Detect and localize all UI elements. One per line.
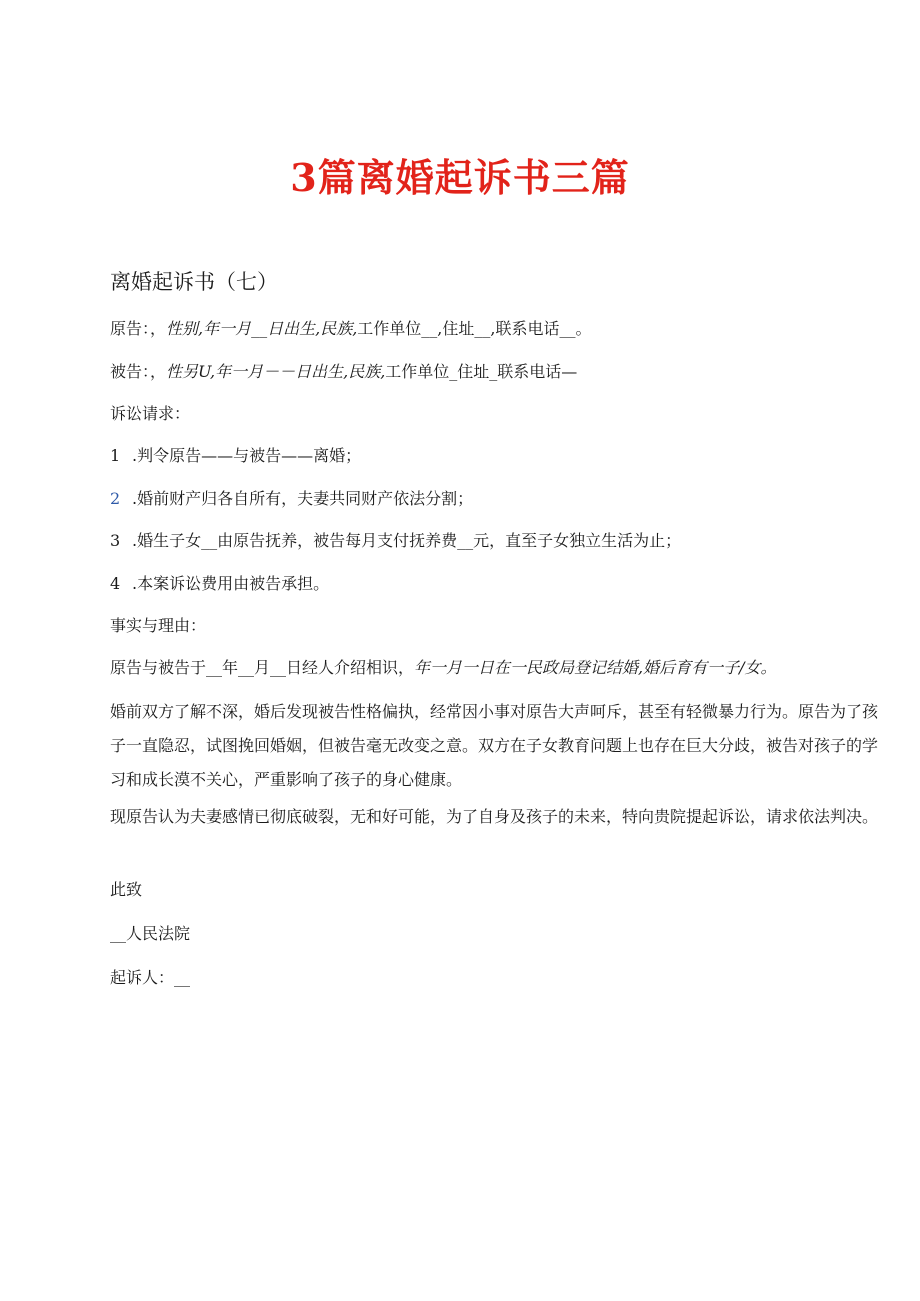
section-heading: 离婚起诉书（七） bbox=[110, 270, 278, 294]
claim-item bbox=[110, 440, 810, 472]
defendant-suffix: 工作单位_住址_联系电话— bbox=[385, 362, 578, 381]
reason-paragraph-2: 现原告认为夫妻感情已彻底破裂，无和好可能，为了自身及孩子的未来，特向贵院提起诉讼，请求依法判决。 bbox=[110, 807, 879, 826]
claim-number: 1 bbox=[110, 446, 121, 465]
document-title: 3篇离婚起诉书三篇 bbox=[290, 155, 630, 200]
plaintiff-line bbox=[110, 313, 810, 345]
facts-normal: 原告与被告于__年__月__日经人介绍相识， bbox=[110, 658, 415, 677]
court-name: __人民法院 bbox=[110, 924, 191, 943]
facts-italic: 年一月一日在一民政局登记结婚,婚后育有一子/女。 bbox=[414, 658, 777, 677]
salutation: 此致 bbox=[110, 880, 143, 899]
facts-label: 事实与理由： bbox=[110, 616, 207, 635]
claim-text: .婚前财产归各自所有，夫妻共同财产依法分割； bbox=[132, 489, 474, 508]
claim-text: .本案诉讼费用由被告承担。 bbox=[132, 574, 330, 593]
reason-paragraph-1: 婚前双方了解不深，婚后发现被告性格偏执，经常因小事对原告大声呵斥，甚至有轻微暴力行为。原告为了孩子一直隐忍，试图挽回婚姻，但被告毫无改变之意。双方在子女教育问题上也存在巨大分歧，被告对孩子的学习和成长漠不关心，严重影响了孩子的身心健康。 bbox=[110, 702, 879, 789]
claim-item bbox=[110, 525, 810, 557]
claim-text: .婚生子女__由原告抚养，被告每月支付抚养费__元，直至子女独立生活为止； bbox=[132, 531, 682, 550]
defendant-prefix: 被告：， bbox=[110, 362, 167, 381]
defendant-line bbox=[110, 356, 810, 388]
claim-number: 2 bbox=[110, 489, 121, 508]
claim-item bbox=[110, 568, 810, 600]
claim-number: 3 bbox=[110, 531, 121, 550]
claim-text: .判令原告——与被告——离婚； bbox=[132, 446, 362, 465]
signer-line: 起诉人：__ bbox=[110, 968, 191, 987]
plaintiff-suffix: 工作单位__,住址__,联系电话__。 bbox=[357, 319, 592, 338]
facts-line bbox=[110, 652, 810, 684]
claims-label: 诉讼请求： bbox=[110, 404, 191, 423]
plaintiff-italic: 性别,年一月__日出生,民族, bbox=[166, 319, 358, 338]
claim-number: 4 bbox=[110, 574, 121, 593]
plaintiff-prefix: 原告：， bbox=[110, 319, 167, 338]
claim-item bbox=[110, 483, 810, 515]
defendant-italic: 性另U,年一月－－日出生,民族, bbox=[166, 362, 386, 381]
